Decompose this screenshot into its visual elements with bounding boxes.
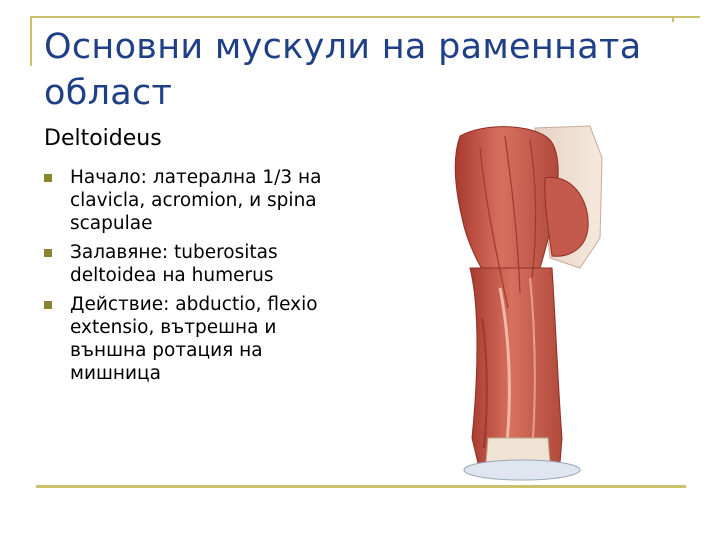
square-bullet-icon [44, 301, 52, 309]
slide-subtitle: Deltoideus [44, 126, 162, 151]
corner-tick [672, 16, 674, 22]
left-rule [30, 16, 32, 66]
bullet-term: Действие [70, 294, 164, 315]
bullet-list [44, 166, 354, 391]
bullet-text: : латерална 1/3 на clavicla, acromion, и spina scapulae [70, 167, 322, 234]
slide-title: Основни мускули на раменната област [44, 27, 642, 113]
bullet-term: Залавяне [70, 242, 162, 263]
bullet-text: : abductio, flexio extensio, вътрешна и външна ротация на мишница [70, 294, 318, 384]
bottom-rule [36, 485, 686, 488]
bullet-text: : tuberositas deltoidea на humerus [70, 242, 278, 286]
bullet-item [44, 293, 354, 385]
bullet-item [44, 241, 354, 287]
bullet-item [44, 166, 354, 235]
bullet-term: Начало [70, 167, 141, 188]
top-rule [30, 16, 700, 18]
square-bullet-icon [44, 174, 52, 182]
shoulder-muscle-illustration [440, 118, 620, 486]
square-bullet-icon [44, 249, 52, 257]
